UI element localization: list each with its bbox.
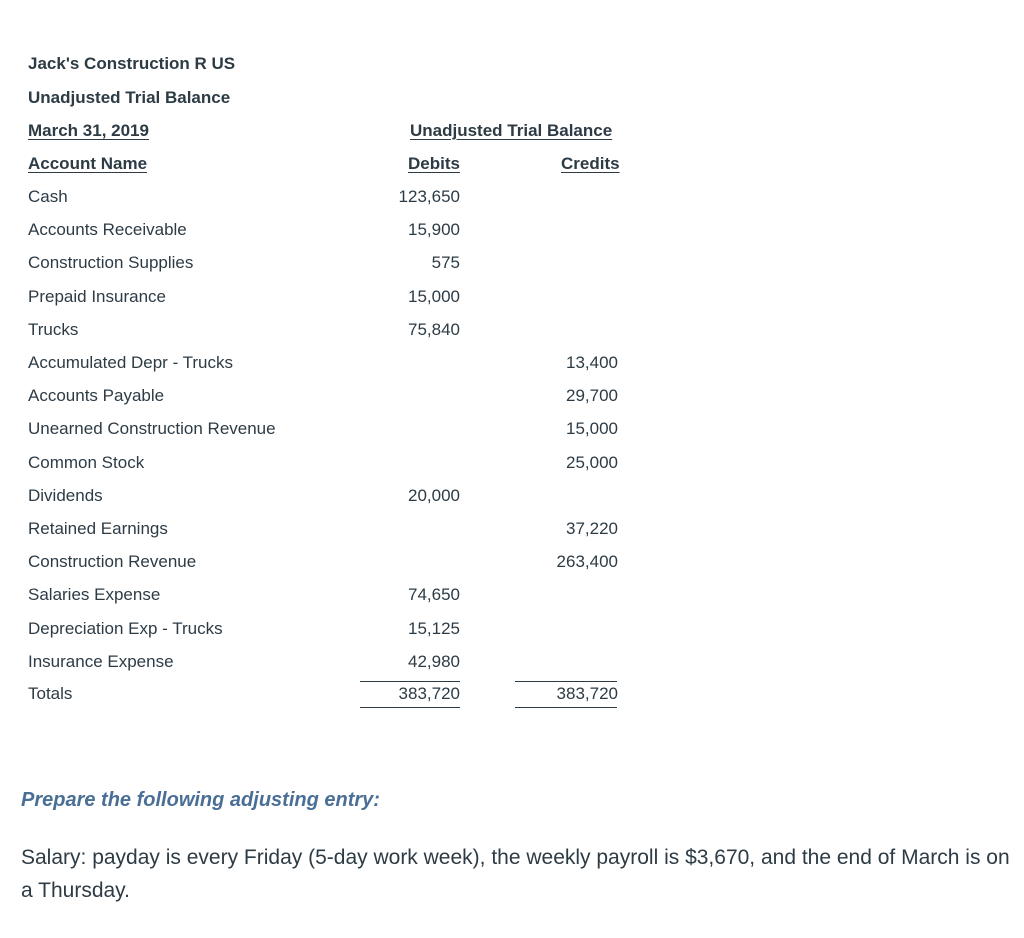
account-debit: 15,125 (408, 619, 460, 638)
account-name: Accounts Payable (28, 386, 165, 405)
table-row (0, 652, 1024, 685)
table-row (0, 187, 1024, 220)
instruction-heading: Prepare the following adjusting entry: (21, 789, 380, 811)
trial-balance-group-header: Unadjusted Trial Balance (410, 121, 613, 140)
totals-row (0, 684, 1024, 717)
account-name: Cash (28, 187, 68, 206)
totals-credit: 383,720 (556, 684, 618, 703)
totals-label: Totals (28, 684, 73, 703)
account-name-header: Account Name (28, 154, 148, 173)
table-row (0, 585, 1024, 618)
account-debit: 42,980 (408, 652, 460, 671)
table-row (0, 220, 1024, 253)
table-row (0, 486, 1024, 519)
account-credit: 15,000 (566, 419, 618, 438)
table-row (0, 287, 1024, 320)
question-text: Salary: payday is every Friday (5-day work week), the weekly payroll is $3,670, and the end of March is on a Thursday. (21, 846, 1010, 902)
account-debit: 15,000 (408, 287, 460, 306)
table-row (0, 519, 1024, 552)
account-name: Retained Earnings (28, 519, 168, 538)
debit-subtotal-rule (360, 681, 460, 682)
account-debit: 15,900 (408, 220, 460, 239)
account-name: Dividends (28, 486, 103, 505)
account-name: Prepaid Insurance (28, 287, 166, 306)
table-row (0, 419, 1024, 452)
account-credit: 29,700 (566, 386, 618, 405)
account-debit: 74,650 (408, 585, 460, 604)
table-row (0, 386, 1024, 419)
account-name: Accumulated Depr - Trucks (28, 353, 234, 372)
account-credit: 263,400 (556, 552, 618, 571)
account-name: Common Stock (28, 453, 145, 472)
account-name: Unearned Construction Revenue (28, 419, 276, 438)
debits-header: Debits (408, 154, 460, 173)
table-row (0, 453, 1024, 486)
account-name: Insurance Expense (28, 652, 174, 671)
table-row (0, 552, 1024, 585)
credits-header: Credits (561, 154, 620, 173)
totals-debit: 383,720 (398, 684, 460, 703)
account-debit: 20,000 (408, 486, 460, 505)
account-name: Depreciation Exp - Trucks (28, 619, 223, 638)
table-row (0, 253, 1024, 286)
company-name: Jack's Construction R US (28, 54, 236, 73)
account-credit: 13,400 (566, 353, 618, 372)
account-name: Salaries Expense (28, 585, 161, 604)
table-row (0, 353, 1024, 386)
account-name: Accounts Receivable (28, 220, 187, 239)
debit-total-rule (360, 707, 460, 708)
account-credit: 37,220 (566, 519, 618, 538)
table-row (0, 320, 1024, 353)
account-credit: 25,000 (566, 453, 618, 472)
account-name: Construction Supplies (28, 253, 194, 272)
account-name: Construction Revenue (28, 552, 197, 571)
report-title: Unadjusted Trial Balance (28, 88, 231, 107)
credit-subtotal-rule (515, 681, 617, 682)
account-debit: 575 (431, 253, 460, 272)
account-debit: 75,840 (408, 320, 460, 339)
credit-total-rule (515, 707, 617, 708)
table-row (0, 619, 1024, 652)
report-date: March 31, 2019 (28, 121, 149, 140)
account-name: Trucks (28, 320, 79, 339)
account-debit: 123,650 (398, 187, 460, 206)
